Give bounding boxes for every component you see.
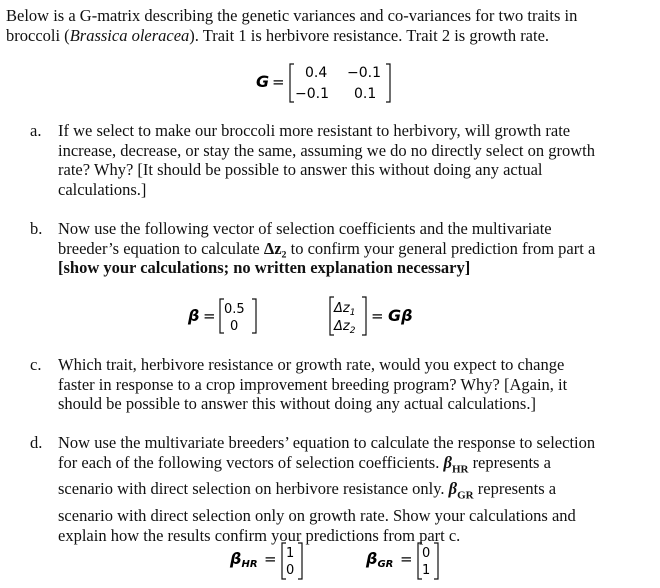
question-a-line: rate? Why? [It should be possible to answer this without doing any actual	[58, 160, 543, 179]
intro-paragraph	[6, 6, 654, 45]
g-r1c1: 0.4	[305, 65, 328, 81]
question-label: d.	[30, 433, 43, 452]
species-name: Brassica oleracea	[69, 25, 190, 45]
right-bracket	[362, 297, 366, 335]
beta-gr-inline: $\beta_{GR}$	[448, 479, 474, 502]
question-a-line: If we select to make our broccoli more resistant to herbivory, will growth rate	[58, 121, 571, 140]
right-bracket	[386, 64, 390, 102]
left-bracket	[290, 64, 294, 102]
question-d-line: Now use the multivariate breeders’ equation to calculate the response to selection	[58, 433, 596, 452]
question-c-line: faster in response to a crop improvement breeding program? Why? [Again, it	[58, 374, 568, 394]
equals-sign: =	[400, 550, 413, 568]
question-c-line: Which trait, herbivore resistance or growth rate, would you expect to change	[58, 355, 565, 374]
intro-text: broccoli (	[6, 25, 70, 45]
question-label: c.	[30, 355, 42, 374]
question-a-line: increase, decrease, or stay the same, assuming we do no directly select on growth	[58, 140, 595, 160]
intro-line-1: Below is a G-matrix describing the genetic variances and co-variances for two traits in	[6, 6, 578, 25]
equals-sign: =	[371, 307, 384, 325]
beta-gr-v1: 0	[422, 546, 431, 561]
question-b-line: [show your calculations; no written explanation necessary]	[58, 258, 471, 277]
question-d-line	[58, 479, 634, 506]
question-label: b.	[30, 219, 43, 238]
beta-vector-equation	[186, 293, 296, 339]
beta-hr-symbol: βHR	[230, 549, 258, 570]
g-r2c1: −0.1	[295, 86, 329, 102]
question-d-line: scenario with direct selection only on growth rate. Show your calculations and	[58, 506, 576, 526]
right-bracket	[252, 299, 256, 333]
beta-hr-v1: 1	[286, 546, 295, 561]
delta-z2: $\Delta z_2$	[334, 319, 356, 336]
beta-hr-inline: $\beta_{HR}$	[443, 452, 469, 475]
intro-text: ). Trait 1 is herbivore resistance. Trait 2 is growth rate.	[189, 25, 550, 45]
delta-z1: $\Delta z_1$	[334, 301, 356, 318]
right-bracket	[434, 543, 438, 579]
question-text: for each of the following vectors of selection coefficients.	[58, 452, 444, 472]
equals-sign: =	[203, 307, 216, 325]
equals-sign: =	[272, 73, 285, 91]
question-text: breeder’s equation to calculate	[58, 238, 264, 258]
right-bracket	[298, 543, 302, 579]
question-b-line: Now use the following vector of selection coefficients and the multivariate	[58, 219, 552, 238]
delta-z-equation	[322, 293, 432, 339]
beta-hr-equation	[228, 537, 328, 583]
question-c-line: should be possible to answer this without doing any actual calculations.]	[58, 394, 536, 413]
question-text: represents a	[473, 479, 557, 499]
delta-z2-symbol: Δz₂	[263, 238, 287, 258]
question-d-line: explain how the results confirm your predictions from part c.	[58, 525, 461, 545]
question-a-line: calculations.]	[58, 179, 147, 199]
g-beta-product: Gβ	[388, 306, 413, 325]
question-text: to confirm your general prediction from part a	[286, 238, 596, 258]
question-label: a.	[30, 121, 42, 140]
beta-symbol: β	[188, 306, 200, 325]
question-text: scenario with direct selection on herbivore resistance only.	[58, 479, 449, 499]
g-symbol: G	[256, 72, 270, 91]
beta-gr-v2: 1	[422, 563, 431, 578]
g-r1c2: −0.1	[347, 65, 381, 81]
question-text: represents a	[468, 452, 551, 472]
g-matrix-equation	[250, 58, 410, 106]
question-d-line	[58, 453, 634, 480]
beta-gr-symbol: βGR	[366, 549, 394, 570]
beta-hr-v2: 0	[286, 563, 295, 578]
g-r2c2: 0.1	[354, 86, 377, 102]
question-b-line	[58, 239, 634, 259]
beta-v2: 0	[230, 319, 239, 334]
equals-sign: =	[264, 550, 277, 568]
intro-line-2	[6, 26, 654, 46]
beta-v1: 0.5	[224, 302, 245, 317]
beta-gr-equation	[364, 537, 464, 583]
